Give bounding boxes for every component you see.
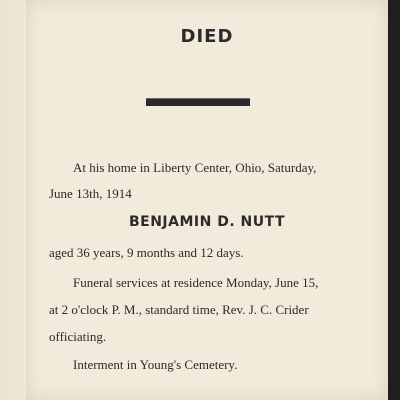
card-left-edge [0,0,26,400]
notice-line-date: June 13th, 1914 [49,186,132,201]
notice-line-officiating: officiating. [49,329,107,344]
card-right-shadow [388,0,400,400]
deceased-name: BENJAMIN D. NUTT [128,214,286,230]
notice-line-place: At his home in Liberty Center, Ohio, Saturday, [73,160,317,175]
notice-line-time: at 2 o'clock P. M., standard time, Rev. J. C. Crider [49,302,309,317]
notice-line-services: Funeral services at residence Monday, June 15, [73,275,319,290]
funeral-notice-card [26,0,388,400]
heading-divider [146,98,250,106]
notice-line-interment: Interment in Young's Cemetery. [73,357,238,372]
notice-heading: DIED [180,26,234,47]
notice-line-age: aged 36 years, 9 months and 12 days. [49,245,244,260]
